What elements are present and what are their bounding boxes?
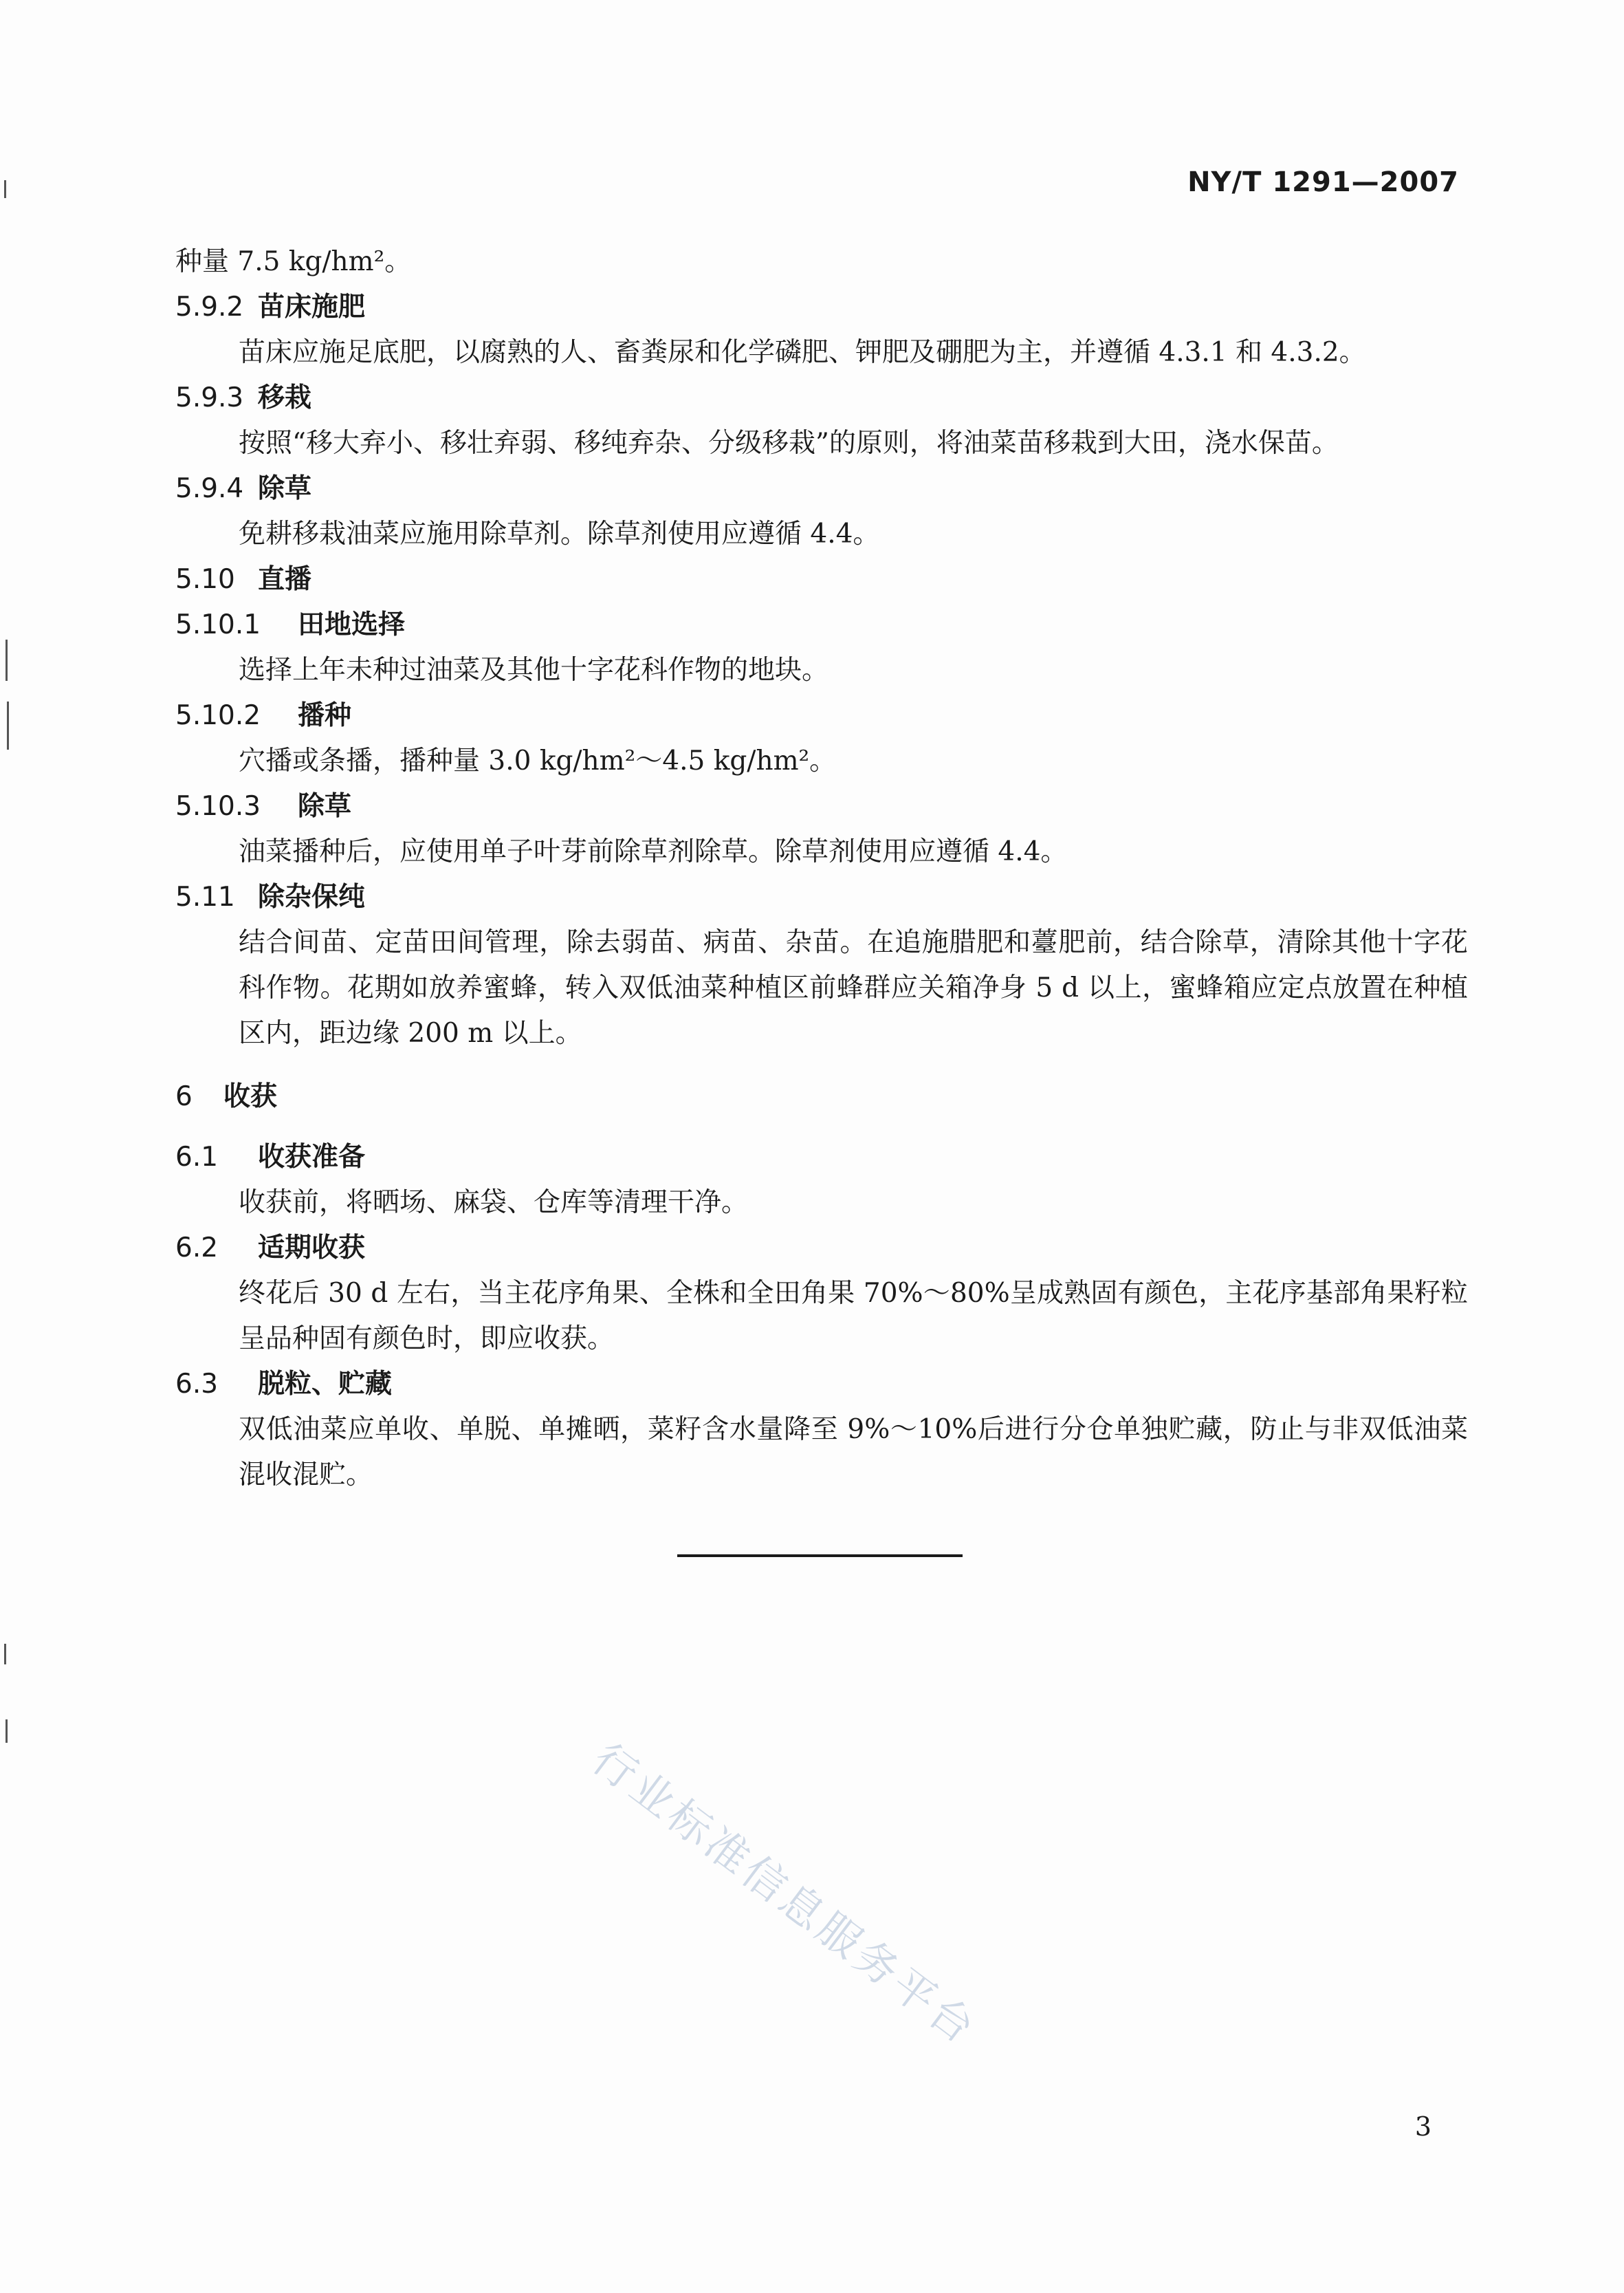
section-title: 脱粒、贮藏 <box>258 1369 393 1400</box>
document-body <box>175 239 1468 1498</box>
section-title: 直播 <box>258 564 312 595</box>
section-title: 除草 <box>258 473 312 504</box>
section-text-5-10-3: 油菜播种后，应使用单子叶芽前除草剂除草。除草剂使用应遵循 4.4。 <box>239 836 1068 867</box>
section-title: 田地选择 <box>298 609 406 640</box>
section-title: 播种 <box>298 700 352 731</box>
section-number: 6.3 <box>175 1369 219 1400</box>
section-heading-5-10-1 <box>175 602 1468 648</box>
chapter-number: 6 <box>175 1081 193 1112</box>
section-text-5-11: 结合间苗、定苗田间管理，除去弱苗、病苗、杂苗。在追施腊肥和薹肥前，结合除草，清除其他十字花科作物。花期如放养蜜蜂，转入双低油菜种植区前蜂群应关箱净身 5 d 以上，蜜蜂箱应定点放置在种植区内，距边缘 200 m 以上。 <box>239 927 1468 1049</box>
section-number: 5.10 <box>175 564 235 595</box>
section-title: 除杂保纯 <box>258 882 366 913</box>
section-number: 6.1 <box>175 1142 219 1173</box>
section-title: 适期收获 <box>258 1232 366 1263</box>
section-title: 收获准备 <box>258 1142 366 1173</box>
section-text-5-10-2: 穴播或条播，播种量 3.0 kg/hm²～4.5 kg/hm²。 <box>239 746 837 776</box>
chapter-heading-6 <box>175 1074 1468 1120</box>
section-number: 5.10.2 <box>175 700 261 731</box>
section-text-6-1: 收获前，将晒场、麻袋、仓库等清理干净。 <box>239 1187 749 1218</box>
section-heading-5-9-2 <box>175 285 1468 330</box>
section-number: 5.11 <box>175 882 235 913</box>
section-number: 5.10.3 <box>175 791 261 822</box>
section-text-6-3: 双低油菜应单收、单脱、单摊晒，菜籽含水量降至 9%～10%后进行分仓单独贮藏，防止与非双低油菜混收混贮。 <box>239 1414 1468 1490</box>
section-text-5-10-1: 选择上年未种过油菜及其他十字花科作物的地块。 <box>239 655 829 686</box>
section-heading-5-10-3 <box>175 784 1468 829</box>
section-title: 苗床施肥 <box>258 292 366 323</box>
section-heading-5-9-3 <box>175 376 1468 421</box>
section-number: 5.9.3 <box>175 382 244 413</box>
section-number: 5.9.4 <box>175 473 244 504</box>
section-title: 除草 <box>298 791 352 822</box>
section-number: 5.9.2 <box>175 292 244 323</box>
section-title: 移栽 <box>258 382 312 413</box>
section-text-5-9-4: 免耕移栽油菜应施用除草剂。除草剂使用应遵循 4.4。 <box>239 519 880 550</box>
section-heading-6-2 <box>175 1226 1468 1271</box>
chapter-title: 收获 <box>223 1081 278 1112</box>
section-heading-5-11 <box>175 875 1468 920</box>
section-heading-5-9-4 <box>175 466 1468 512</box>
section-heading-5-10 <box>175 557 1468 602</box>
watermark: 行业标准信息服务平台 <box>583 1733 987 2055</box>
section-text-5-9-2: 苗床应施足底肥，以腐熟的人、畜粪尿和化学磷肥、钾肥及硼肥为主，并遵循 4.3.1 和 4.3.2。 <box>239 337 1366 368</box>
section-number: 5.10.1 <box>175 609 261 640</box>
section-heading-6-1 <box>175 1135 1468 1180</box>
continuation-line: 种量 7.5 kg/hm²。 <box>175 246 412 277</box>
section-heading-5-10-2 <box>175 693 1468 739</box>
section-text-5-9-3: 按照“移大弃小、移壮弃弱、移纯弃杂、分级移栽”的原则，将油菜苗移栽到大田，浇水保苗。 <box>239 428 1339 459</box>
end-of-document-rule <box>677 1554 963 1557</box>
document-code: NY/T 1291—2007 <box>1187 166 1459 198</box>
page-number: 3 <box>1414 2111 1431 2142</box>
section-text-6-2: 终花后 30 d 左右，当主花序角果、全株和全田角果 70%～80%呈成熟固有颜色，主花序基部角果籽粒呈品种固有颜色时，即应收获。 <box>239 1278 1468 1354</box>
section-number: 6.2 <box>175 1232 219 1263</box>
section-heading-6-3 <box>175 1362 1468 1407</box>
